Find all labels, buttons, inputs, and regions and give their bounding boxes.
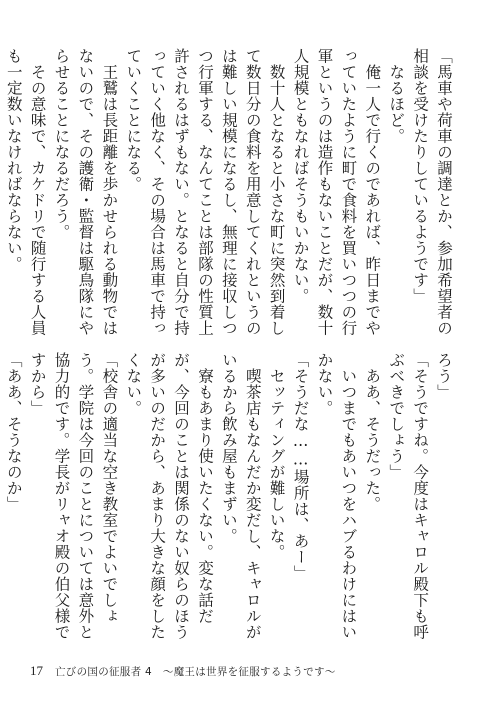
paragraph: ろう」 (435, 352, 453, 400)
running-title: 亡びの国の征服者 4 ～魔王は世界を征服するようです～ (55, 666, 336, 678)
paragraph: 「校舎の適当な空き教室でよいでしょう。学院は今回のことについては意外と協力的です。学長がリャオ殿の伯父様ですから」 (28, 352, 119, 640)
paragraph: 俺一人で行くのであれば、昨日までやっていたように町で食料を買いつつの行軍というのは造作もないことだが、数十人規模ともなればそうもいかない。 (291, 48, 382, 336)
paragraph: 寮もあまり使いたくない。変な話だが、今回のことは関係のない奴らのほうが多いのだから、あまり大きな顔をしたくない。 (124, 352, 214, 640)
paragraph: その意味で、カケドリで随行する人員も一定数いなければならない。 (4, 48, 47, 336)
paragraph: セッティングが難しいな。 (267, 367, 286, 560)
text-block-top (4, 48, 455, 344)
paragraph: 「馬車や荷車の調達とか、参加希望者の相談を受けたりしているようです」 (411, 48, 453, 336)
paragraph: ああ、そうだった。 (363, 367, 382, 512)
paragraph: 王鷲は長距離を歩かせられる動物ではないので、その護衛・監督は駆鳥隊にやらせることになるだろう。 (52, 48, 119, 336)
text-block-bottom (4, 352, 455, 650)
paragraph: 喫茶店もなんだか変だし、キャロルがいるから飲み屋もまずい。 (219, 352, 262, 640)
paragraph: なるほど。 (387, 63, 406, 144)
page-number: 17 (30, 663, 43, 678)
page-footer (30, 663, 336, 681)
paragraph: 「そうだな……場所は、あー」 (291, 352, 310, 581)
paragraph: 「ああ、そうなのか」 (4, 352, 23, 512)
paragraph: 数十人となると小さな町に突然到着して数日分の食料を用意してくれというのは難しい規模になるし、無理に接収しつつ行軍する、なんてことは部隊の性質上許されるはずもない。となると自分で持っていく他なく、その場合は馬車で持っていくことになる。 (124, 48, 286, 336)
paragraph: 「そうですね。今度はキャロル殿下も呼ぶべきでしょう」 (387, 352, 430, 640)
paragraph (0, 352, 1, 650)
paragraph: いつまでもあいつをハブるわけにはいかない。 (315, 352, 358, 640)
paragraph (0, 48, 1, 344)
